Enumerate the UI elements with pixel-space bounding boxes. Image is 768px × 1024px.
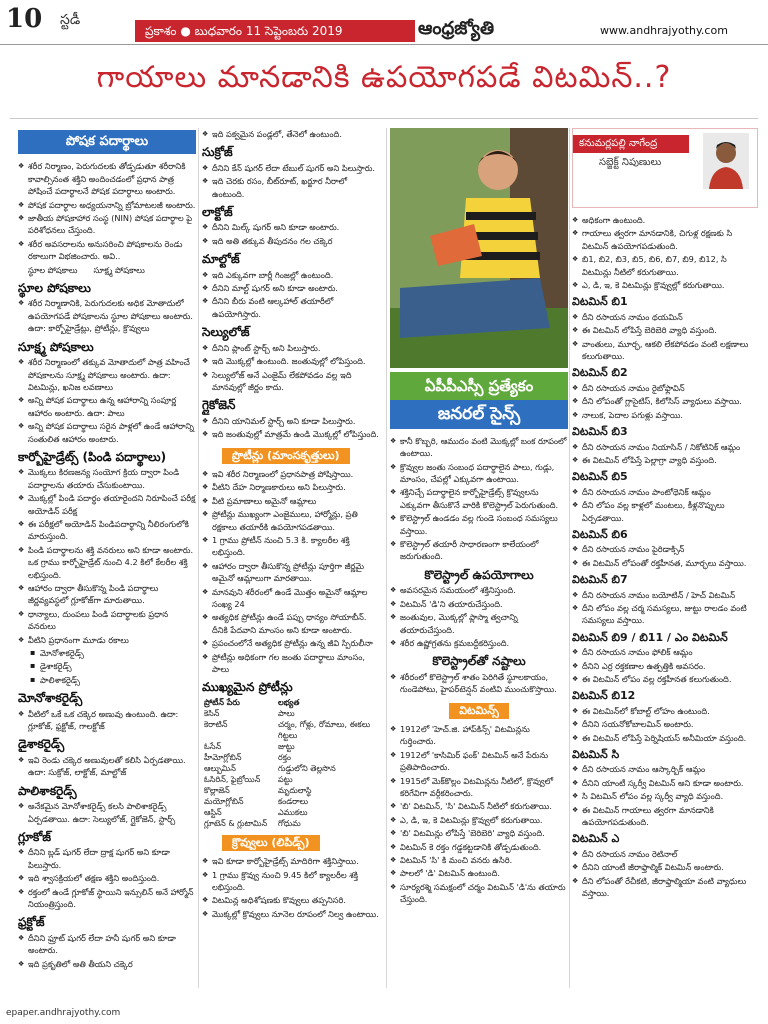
table-cell: ఎముకలు [277, 807, 308, 817]
table-cell: ఆస్టిన్ [204, 807, 222, 817]
table-row [202, 708, 382, 719]
proteins-banner: ప్రొటీన్లు (మాంసకృత్తులు) [222, 448, 350, 464]
headline: గాయాలు మానడానికి ఉపయోగపడే విటమిన్..? [96, 60, 672, 95]
list-item: ❖ శరీర నిర్మాణానికి, పెరుగుదలకు అధిక మోతాదులో ఉపయోగపడే పోషకాలను స్థూల పోషకాలు అంటారు. ఉదా: కార్బోహైడ్రేట్లు, ప్రోటీన్లు, క్రొవ్వులు [18, 297, 196, 334]
table-cell [202, 730, 276, 741]
heading-chol-harm: కొలెస్ట్రాల్‌తో నష్టాలు [432, 654, 526, 669]
list-item: ❖ దీని లోపం వల్ల కాళ్లలో మంటలు, కీళ్లనొప్పులు ఏర్పడతాయి. [572, 499, 758, 524]
list-item: ❖ 'బి' విటమిన్, 'సి' విటమిన్ నీటిలో కరుగుతాయి. [390, 800, 568, 812]
carb-type: ▪ మోనోశాకరైడ్స్ [30, 647, 196, 659]
list-item: ❖ పోషక పదార్థాల అధ్యయనాన్ని బ్రోమాటలజీ అంటారు. [18, 199, 196, 211]
list-item: ❖ దీనిని బీరు వంటి ఆల్కహాల్ తయారీలో ఉపయోగిస్తారు. [202, 295, 382, 320]
vitamin-list [572, 705, 758, 744]
list-item: ❖ ఆహారం ద్వారా తీసుకొన్న ప్రోటీన్లు పూర్తిగా జీర్ణమై అమైనో ఆమ్లాలుగా మారతాయి. [202, 560, 382, 585]
table-row [202, 763, 382, 774]
list-item: ❖ శరీర అవసరాలను అనుసరించి పోషకాలను రెండు రకాలుగా విభజించారు. అవి.. [18, 238, 196, 263]
vitamin-list [572, 589, 758, 627]
table-cell: కొల్లాజెన్ [204, 785, 230, 795]
heading-poly: పాలిశాకరైడ్స్ [18, 783, 77, 798]
table-cell: ఓసిరిన్, ఫైబ్రోయిన్ [204, 774, 261, 784]
table-cell: ఓసేన్ [204, 741, 222, 751]
list-item: ❖ ధాన్యాలు, దుంపలు పిండి పదార్థాలకు ప్రధాన వనరులు [18, 608, 196, 633]
vitamin-list [572, 382, 758, 421]
list-item: ❖ పిండి పదార్థాలను శక్తి వనరులు అని కూడా అంటారు. ఒక గ్రాము కార్బోహైడ్రేట్ నుంచి 4.2 కిలో కేలరీల శక్తి లభిస్తుంది. [18, 544, 196, 581]
author-box [572, 128, 758, 208]
heading-mono: మోనోశాకరైడ్స్ [18, 691, 83, 706]
list-item: ❖ దీనిని ఫ్రూట్ షుగర్ లేదా హనీ షుగర్ అని కూడా అంటారు. [18, 932, 196, 957]
author-name: కనుమర్లపల్లి నాగేంద్ర [573, 135, 689, 153]
list-item: ❖ బి1, బి2, బి3, బి5, బి6, బి7, బి9, బి12, సి విటమిన్లు నీటిలో కరుగుతాయి. [572, 253, 758, 278]
list-item: ❖ నాలుక, పెదాల పగుళ్లు వస్తాయి. [572, 409, 758, 421]
table-cell: కెసిన్ [204, 708, 220, 718]
list-item: ❖ గాయాలు త్వరగా మానడానికి, చిగుళ్ల రక్షణకు సి విటమిన్ ఉపయోగపడుతుంది. [572, 227, 758, 252]
list-item: ❖ వీటిని దేహ నిర్మాణకారులు అని పిలుస్తారు. [202, 481, 382, 493]
list-item: ❖ దీనిని యానిమల్ స్టార్చ్ అని కూడా పిలుస్తారు. [202, 415, 382, 427]
list-item: ❖ ఈ విటమిన్ లోపిస్తే పెల్లాగ్రా వ్యాధి వస్తుంది. [572, 454, 758, 466]
heading-cellulose: సెల్యులోజ్ [202, 325, 250, 340]
list-item: ❖ ఈ విటమిన్ లోపంతో రక్తహీనత, మూర్ఛలు వస్తాయి. [572, 557, 758, 569]
list-item: ❖ పాలలో 'డి' విటమిన్ ఉంటుంది. [390, 867, 568, 879]
heading-di: డైశాకరైడ్స్ [18, 737, 65, 752]
vitamin-heading: విటమిన్ బి2 [572, 366, 628, 380]
table-cell: జుట్టు [277, 741, 295, 751]
vitamin-list [572, 763, 758, 828]
list-item: ❖ విటమిన్ కె రక్తం గడ్డకట్టడానికి తోడ్పడుతుంది. [390, 841, 568, 853]
list-item: ❖ దీని లోపంతో గ్లాసైటిస్, కిలోసిస్ వ్యాధులు వస్తాయి. [572, 395, 758, 407]
list-item: ❖ దీనిని మాల్ట్ షుగర్ అని కూడా అంటారు. [202, 282, 382, 294]
list-item: ❖ దీనిని ఎర్ర రక్తకణాల ఉత్పత్తికి అవసరం. [572, 660, 758, 672]
table-cell: కండరాలు [277, 796, 309, 806]
table-cell: గిట్టలు [277, 730, 298, 740]
list-item: ❖ వీటిలో ఒకే ఒక చక్కెర అణువు ఉంటుంది. ఉదా: గ్లూకోజ్, ఫ్రక్టోజ్, గాలక్టోజ్ [18, 708, 196, 733]
list-item: ❖ ఈ విటమిన్ లోపిస్తే బెరిబెరి వ్యాధి వస్తుంది. [572, 324, 758, 336]
list-item: ❖ ఎ, డి, ఇ, కె విటమిన్లు క్రొవ్వులో కరుగుతాయి. [390, 814, 568, 826]
heading-maltose: మాల్టోజ్ [202, 252, 240, 267]
type-micro: సూక్ష్మ పోషకాలు [93, 264, 145, 275]
vitamin-heading: విటమిన్ బి6 [572, 527, 628, 541]
list-item: ❖ ఈ విటమిన్ లోపిస్తే పెర్నిషియస్ అనీమియా వస్తుంది. [572, 732, 758, 744]
table-cell: మయోగ్లోబిన్ [204, 796, 244, 806]
list-item: ❖ దీని రసాయన నామం నియాసిన్ / నికోటినిక్ ఆమ్లం [572, 441, 758, 453]
list-item: ❖ ఇది ప్రకృతిలో అతి తీయని చక్కెర [18, 958, 196, 970]
list-item: ❖ 1 గ్రాము క్రొవ్వు నుంచి 9.45 కిలో క్యాలరీల శక్తి లభిస్తుంది. [202, 869, 382, 894]
proteins-table [202, 697, 382, 829]
vitamin-list [572, 311, 758, 363]
table-header-cell: ప్రోటీన్ పేరు [204, 697, 240, 707]
vitamin-list [572, 646, 758, 685]
list-item: ❖ క్రొవ్వుల జంతు సంబంధ పదార్థాలైన పాలు, గుడ్లు, మాంసం, చేపల్లో ఎక్కువగా ఉంటాయి. [390, 461, 568, 486]
table-row [202, 752, 382, 763]
list-item: ❖ శరీర నిర్మాణం, పెరుగుదలకు తోడ్పడుతూ శరీరానికి కావాల్సినంత శక్తిని అందించడంలో ప్రధాన పాత్ర పోషించే పదార్థాలనే పోషక పదార్థాలు అంటారు. [18, 160, 196, 197]
list-item: ❖ 1915లో మెక్‌కొల్లం విటమిన్లను నీటిలో, క్రొవ్వులో కరిగేవిగా వర్గీకరించారు. [390, 775, 568, 800]
table-cell: రక్తం [277, 752, 291, 762]
table-cell: గ్లూటెన్ & గ్లుటామిన్ [204, 818, 268, 828]
table-row [202, 785, 382, 796]
author-role: సబ్జెక్ట్ నిపుణులు [599, 157, 662, 168]
date-line: ప్రకాశం ● బుధవారం 11 సెప్టెంబరు 2019 [135, 20, 415, 42]
column-divider [198, 128, 199, 988]
list-item: ❖ దీని రసాయన నామం థయమిన్ [572, 311, 758, 323]
vitamin-list [572, 543, 758, 569]
column-1 [18, 128, 196, 996]
list-item: ❖ మొక్కలు కిరణజన్య సంయోగ క్రియ ద్వారా పిండి పదార్థాలను తయారు చేసుకుంటాయి. [18, 466, 196, 491]
list-item: ❖ ఎ, డి, ఇ, కె విటమిన్లు క్రొవ్వుల్లో కరుగుతాయి. [572, 279, 758, 291]
vitamin-sections [572, 296, 758, 899]
list-item: ❖ వాంతులు, మూర్ఛ, ఆకలి లేకపోవడం వంటి లక్షణాలు కలుగుతాయి. [572, 338, 758, 363]
column-3 [390, 128, 568, 996]
list-item: ❖ విటమిన్ 'డి'ని తయారుచేస్తుంది. [390, 598, 568, 610]
list-item: ❖ దీని రసాయన నామం బయోటిన్ / హెచ్ విటమిన్ [572, 589, 758, 601]
table-cell: గుడ్డులోని తెల్లసొన [277, 763, 336, 773]
list-item: ❖ ప్రోటీన్లు అధికంగా గల జంతు పదార్థాలు మాంసం, పాలు [202, 651, 382, 676]
list-item: ❖ ఇవి కూడా కార్బోహైడ్రేట్స్ మాదిరిగా శక్తినిస్తాయి. [202, 855, 382, 867]
list-item: ❖ మొక్కల్లో పిండి పదార్థం తయారైందని నిరూపించే పరీక్ష అయోడిన్ పరీక్ష [18, 492, 196, 517]
student-reading-photo [390, 128, 568, 368]
table-header-row [202, 697, 382, 708]
list-item: ❖ వీటిని ప్రధానంగా మూడు రకాలు [18, 634, 196, 646]
general-science-tag: జనరల్ సైన్స్ [390, 400, 568, 428]
list-item: ❖ దీని రసాయన నామం రైబోఫ్లావిన్ [572, 382, 758, 394]
avatar [703, 133, 749, 189]
list-item: ❖ ఇది అతి తక్కువ తీపుదనం గల చక్కెర [202, 235, 382, 247]
list-item: ❖ దీనిని మిల్క్ షుగర్ అని కూడా అంటారు. [202, 221, 382, 233]
list-item: ❖ ఇది మొక్కల్లో ఉంటుంది. జంతువుల్లో లోపిస్తుంది. [202, 355, 382, 367]
list-item: ❖ ఇది ఎక్కువగా బార్లీ గింజల్లో ఉంటుంది. [202, 269, 382, 281]
vitamin-heading: విటమిన్ బి7 [572, 573, 628, 587]
list-item: ❖ శక్తినిచ్చే పదార్థాలైన కార్బోహైడ్రేట్స్ క్రొవ్వులను ఎక్కువగా తీసుకొనే వారికి కొలెస్ట్రాల్ పెరుగుతుంది. [390, 486, 568, 511]
vitamin-list [572, 486, 758, 524]
intro-list [18, 160, 196, 262]
footer-url[interactable]: epaper.andhrajyothy.com [6, 1008, 121, 1018]
table-header-cell: లభ్యత [277, 697, 300, 707]
table-row [202, 818, 382, 829]
appsc-special-tag: ఏపీపీఎస్సీ ప్రత్యేకం [390, 372, 568, 400]
table-cell: కెరాటిన్ [204, 719, 228, 729]
list-item: ❖ మానవుని శరీరంలో ఉండే మొత్తం అమైనో ఆమ్లాల సంఖ్య 24 [202, 586, 382, 611]
list-item: ❖ ప్రపంచంలోనే అత్యధిక ప్రోటీన్లు ఉన్న జీవి స్పిరులీనా [202, 637, 382, 649]
heading-micro: సూక్ష్మ పోషకాలు [18, 339, 94, 354]
list-item: ❖ అన్ని పోషక పదార్థాలు ఉన్న ఆహారాన్ని సంపూర్ణ ఆహారం అంటారు. ఉదా: పాలు [18, 394, 196, 419]
list-item: ❖ ఈ విటమిన్ గాయాలు త్వరగా మానడానికి ఉపయోగపడుతుంది. [572, 804, 758, 829]
heading-sucrose: సుక్రోజ్ [202, 145, 233, 160]
list-item: ❖ ఇది జంతువుల్లో మాత్రమే ఉండి మొక్కల్లో లోపిస్తుంది. [202, 428, 382, 440]
list-item: ❖ ఇవి శరీర నిర్మాణంలో ప్రధానపాత్ర పోషిస్తాయి. [202, 468, 382, 480]
vitamin-heading: విటమిన్ బి12 [572, 689, 636, 703]
list-item: ❖ కొలెస్ట్రాల్ తయారీ సాధారణంగా కాలేయంలో జరుగుతుంది. [390, 538, 568, 563]
table-row [202, 774, 382, 785]
vitamin-list [572, 441, 758, 467]
list-item: ❖ రక్తంలో ఉండే గ్లూకోజ్ స్థాయిని ఇన్సులిన్ అనే హార్మోన్ నియంత్రిస్తుంది. [18, 886, 196, 911]
header-rule [0, 44, 768, 45]
list-item: ❖ జంతువుల, మొక్కల్లో ప్లాస్మా త్వచాన్ని తయారుచేస్తుంది. [390, 611, 568, 636]
table-row [202, 796, 382, 807]
headline-rule [10, 118, 758, 119]
heading-carbs: కార్బోహైడ్రేట్స్ (పిండి పదార్థాలు) [18, 449, 167, 464]
list-item: ❖ ప్రోటీన్లు ముఖ్యంగా ఎంజైములు, హార్మోన్లు, ప్రతి రక్షకాలు తయారీకి ఉపయోగపడతాయి. [202, 508, 382, 533]
table-row [202, 719, 382, 730]
vitamin-heading: విటమిన్ బి5 [572, 470, 628, 484]
type-macro: స్థూల పోషకాలు [28, 264, 78, 275]
list-item: ❖ ఇది శ్వాసక్రియలో తక్షణ శక్తిని అందిస్తుంది. [18, 872, 196, 884]
list-item: ❖ దీని రసాయన నామం పైరిడాక్సిన్ [572, 543, 758, 555]
page-number: 10 [6, 4, 43, 34]
list-item: ❖ 1 గ్రాము ప్రోటీన్ నుంచి 5.3 కి. క్యాలరీల శక్తి లభిస్తుంది. [202, 534, 382, 559]
list-item: ❖ కానీ కొబ్బరి, ఆముదం వంటి మొక్కల్లో బంక రూపంలో ఉంటాయి. [390, 435, 568, 460]
column-4 [572, 128, 758, 996]
vitamin-heading: విటమిన్ బి3 [572, 425, 628, 439]
heading-main-proteins: ముఖ్యమైన ప్రోటీన్లు [202, 680, 293, 695]
list-item: ❖ దీనిని ప్లాంట్ స్టార్చ్ అని పిలుస్తారు. [202, 342, 382, 354]
list-item: ❖ దీని రసాయన నామం పాంటోథెనిక్ ఆమ్లం [572, 486, 758, 498]
vitamin-heading: విటమిన్ బి9 / బి11 / ఎం విటమిన్ [572, 630, 728, 644]
list-item: ❖ దీని రసాయన నామం ఆస్కార్బిక్ ఆమ్లం [572, 763, 758, 775]
table-cell: చర్మం, గోళ్లు, రోమాలు, ఈకలు [277, 719, 371, 729]
table-cell: ఆల్బుమిన్ [204, 763, 236, 773]
list-item: ❖ దీనిని యాంటీ స్కర్వీ విటమిన్ అని కూడా అంటారు. [572, 777, 758, 789]
vitamins-banner: విటమిన్స్ [449, 703, 509, 719]
column-divider [569, 128, 570, 988]
list-item: ❖ సి విటమిన్ లోపం వల్ల స్కర్వీ వ్యాధి వస్తుంది. [572, 790, 758, 802]
nutrient-types [18, 264, 196, 276]
section-banner-nutrients: పోషక పదార్థాలు [18, 130, 196, 154]
list-item: ❖ ఈ పరీక్షలో అయోడిన్ పిండిపదార్థాన్ని నీలిరంగులోకి మారుస్తుంది. [18, 518, 196, 543]
list-item: ❖ అవసరమైన సమయంలో శక్తినిస్తుంది. [390, 584, 568, 596]
list-item: ❖ ఇది పక్వమైన పండ్లలో, తేనెలో ఉంటుంది. [202, 128, 382, 140]
list-item: ❖ జాతీయ పోషకాహార సంస్థ (NIN) పోషక పదార్థాల పై పరిశోధనలు చేస్తుంది. [18, 212, 196, 237]
list-item: ❖ ఈ విటమిన్ లోపం వల్ల రక్తహీనత కలుగుతుంది. [572, 673, 758, 685]
list-item: ❖ 'బి' విటమిన్లు లోపిస్తే 'బెరిబెరి' వ్యాధి వస్తుంది. [390, 827, 568, 839]
heading-glucose: గ్లూకోజ్ [18, 829, 52, 844]
list-item: ❖ అన్ని పోషక పదార్థాలు సరైన పాళ్లలో ఉండే ఆహారాన్ని సంతులిత ఆహారం అంటారు. [18, 420, 196, 445]
list-item: ❖ అత్యధిక ప్రోటీన్లు ఉండే పప్పు ధాన్యం సోయాబీన్. దీనికి పేదవాని మాంసం అని కూడా అంటారు. [202, 611, 382, 636]
list-item: ❖ అనేకమైన మోనోశాకరైడ్స్ కలసి పాలిశాకరైడ్స్ ఏర్పడతాయి. ఉదా: సెల్యులోజ్, గ్లైకోజెన్, స్టార్చ్ [18, 800, 196, 825]
table-cell: పట్టు [277, 774, 293, 784]
list-item: ❖ శరీర నిర్మాణంలో తక్కువ మోతాదులో పాత్ర వహించే పోషకాలను సూక్ష్మ పోషకాలు అంటారు. ఉదా: విటమిన్లు, ఖనిజ లవణాలు [18, 356, 196, 393]
list-item: ❖ వీటి ప్రమాణాలు అమైనో ఆమ్లాలు [202, 495, 382, 507]
carb-type: ▪ పాలిశాకరైడ్స్ [30, 674, 196, 686]
list-item: ❖ కొలెస్ట్రాల్ ఉండడం వల్ల గుండె సంబంధ సమస్యలు వస్తాయి. [390, 512, 568, 537]
vitamin-heading: విటమిన్ సి [572, 748, 620, 762]
list-item: ❖ అధికంగా ఉంటుంది. [572, 214, 758, 226]
table-cell: హీమోగ్లోబిన్ [204, 752, 242, 762]
website-link[interactable]: www.andhrajyothy.com [600, 24, 728, 37]
heading-glycogen: గ్లైకోజెన్ [202, 398, 236, 413]
section-name: స్టడీ [60, 12, 81, 28]
list-item: ❖ దీని రసాయన నామం రెటినాల్ [572, 848, 758, 860]
list-item: ❖ దీనిని బ్లడ్ షుగర్ లేదా ద్రాక్ష షుగర్ అని కూడా పిలుస్తారు. [18, 846, 196, 871]
fats-banner: క్రొవ్వులు (లిపిడ్స్) [222, 835, 320, 851]
list-item: ❖ విటమిన్ 'సి' కి మంచి వనరు ఉసిరి. [390, 854, 568, 866]
list-item: ❖ శరీరంలో కొలెస్ట్రాల్ శాతం పెరిగితే స్థూలకాయం, గుండెపోటు, హైపర్‌టెన్షన్ వంటివి ముంచుకొస్తాయి. [390, 671, 568, 696]
list-item: ❖ ఈ విటమిన్‌లో కోబాల్ట్ లోహం ఉంటుంది. [572, 705, 758, 717]
heading-fructose: ఫ్రక్టోజ్ [18, 915, 45, 930]
list-item: ❖ 1912లో 'కాసిమిర్ ఫంక్' విటమిన్ అనే పేరును ప్రతిపాదించారు. [390, 749, 568, 774]
author-photo [703, 133, 749, 189]
list-item: ❖ దీనిని యాంటీ జీరాఫ్తాల్మిక్ విటమిన్ అంటారు. [572, 861, 758, 873]
vitamin-list [572, 848, 758, 900]
table-cell: గోధుమ [277, 818, 301, 828]
heading-chol-uses: కొలెస్ట్రాల్ ఉపయోగాలు [424, 567, 534, 582]
list-item: ❖ ఇవి రెండు చక్కెర అణువులతో కలిసి ఏర్పడతాయి. ఉదా: సుక్రోజ్, లాక్టోజ్, మాల్టోజ్ [18, 754, 196, 779]
list-item: ❖ 1912లో 'హెచ్.జి. హాప్‌కిన్స్' విటమిన్లను గుర్తించారు. [390, 723, 568, 748]
table-row [202, 741, 382, 752]
list-item: ❖ దీనిని కేన్ షుగర్ లేదా టేబుల్ షుగర్ అని పిలుస్తారు. [202, 162, 382, 174]
list-item: ❖ దీని రసాయన నామం ఫోలిక్ ఆమ్లం [572, 646, 758, 658]
table-row [202, 807, 382, 818]
list-item: ❖ ఆహారం ద్వారా తీసుకొన్న పిండి పదార్థాలు జీర్ణవ్యవస్థలో గ్లూకోజ్‌గా మారుతాయి. [18, 582, 196, 607]
list-item: ❖ ఇది చెరకు రసం, బీట్‌రూట్, ఖర్జూర నీరాలో ఉంటుంది. [202, 175, 382, 200]
table-row [202, 730, 382, 741]
list-item: ❖ శరీర ఉష్ణోగ్రతను క్రమబద్దీకరిస్తుంది. [390, 637, 568, 649]
list-item: ❖ సూర్యరశ్మి సమక్షంలో చర్మం విటమిన్ 'డి'ను తయారు చేస్తుంది. [390, 881, 568, 906]
heading-lactose: లాక్టోజ్ [202, 205, 233, 220]
column-2 [202, 128, 382, 996]
heading-macro: స్థూల పోషకాలు [18, 281, 91, 296]
list-item: ❖ దీని లోపంతో రేచీకటి, జీరాఫ్తాల్మియా వంటి వ్యాధులు వస్తాయి. [572, 875, 758, 900]
photo-illustration [390, 128, 568, 368]
list-item: ❖ సెల్యులోజ్ అనే ఎంజైమ్ లేకపోవడం వల్ల ఇది మానవుల్లో జీర్ణం కాదు. [202, 369, 382, 394]
table-cell: మృదులాస్థి [277, 785, 312, 795]
list-item: ❖ మొక్కల్లో క్రొవ్వులు నూనెల రూపంలో నిల్వ ఉంటాయి. [202, 908, 382, 920]
carb-type: ▪ డైశాకరైడ్స్ [30, 660, 196, 672]
list-item: ❖ దీనిని సయనోకోబాలమిన్ అంటారు. [572, 718, 758, 730]
list-item: ❖ దీని లోపం వల్ల చర్మ సమస్యలు, జుట్టు రాలడం వంటి సమస్యలు వస్తాయి. [572, 602, 758, 627]
paper-name: ఆంధ్రజ్యోతి [418, 18, 495, 39]
vitamin-heading: విటమిన్ బి1 [572, 295, 628, 309]
column-divider [386, 128, 387, 988]
list-item: ❖ విటమిన్ల అధిశోషణకు కొవ్వులు తప్పనిసరి. [202, 894, 382, 906]
table-cell: పాలు [277, 708, 295, 718]
vitamin-heading: విటమిన్ ఎ [572, 832, 620, 846]
masthead [0, 0, 768, 44]
